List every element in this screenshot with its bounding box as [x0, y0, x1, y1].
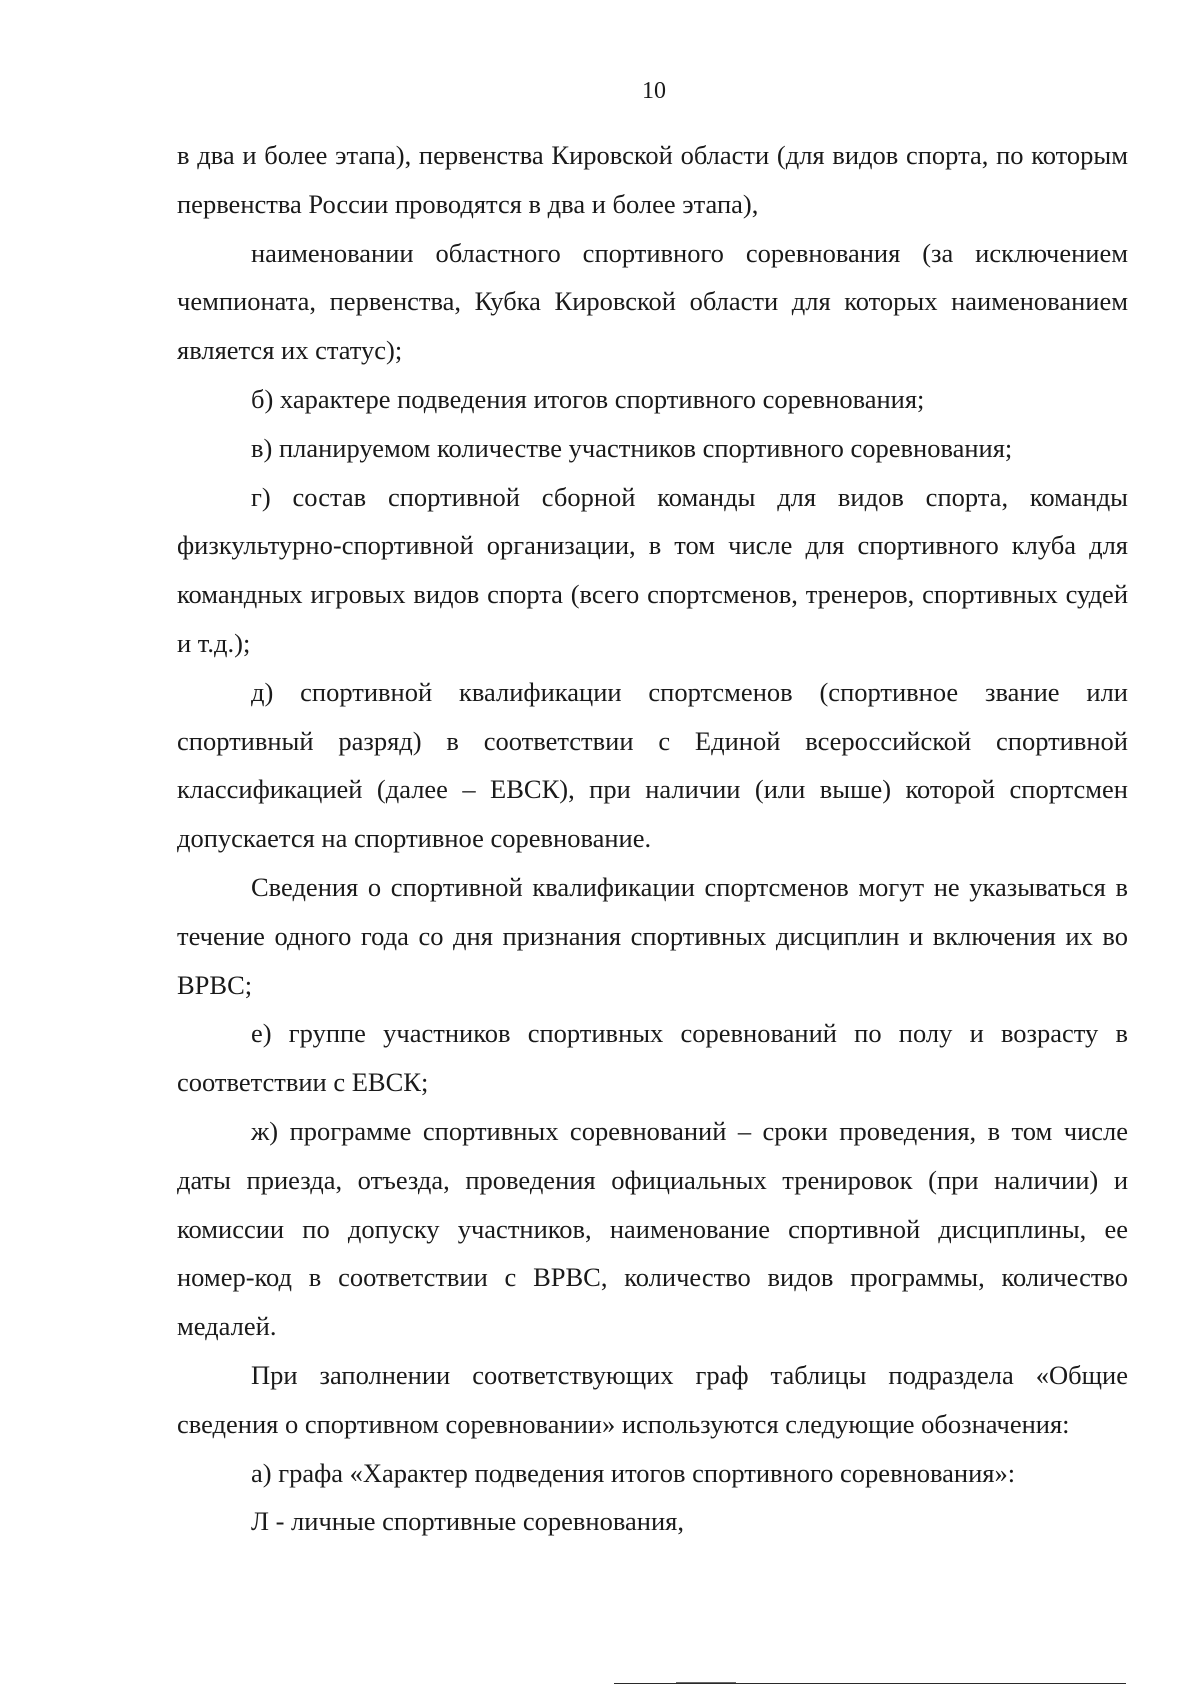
footer-rule-mark [676, 1682, 736, 1683]
paragraph-item-v: в) планируемом количестве участников спортивного соревнования; [251, 432, 1013, 463]
paragraph-item-b: б) характере подведения итогов спортивного соревнования; [251, 383, 925, 414]
paragraph-competition-name: наименовании областного спортивного соревнования (за исключением чемпионата, первенства, Кубка Кировской области для которых наименованием является их статус); [177, 237, 1128, 366]
paragraph-item-e: е) группе участников спортивных соревнований по полу и возрасту в соответствии с ЕВСК; [177, 1018, 1128, 1098]
paragraph-item-g: г) состав спортивной сборной команды для видов спорта, команды физкультурно-спортивной организации, в том числе для спортивного клуба для командных игровых видов спорта (всего спортсменов, тренеров, спортивных судей и т.д.); [177, 481, 1128, 658]
page-number: 10 [642, 78, 666, 104]
paragraph-qualification-note: Сведения о спортивной квалификации спортсменов могут не указываться в течение одного года со дня признания спортивных дисциплин и включения их во ВРВС; [177, 871, 1128, 1000]
paragraph-item-zh: ж) программе спортивных соревнований – сроки проведения, в том числе даты приезда, отъезда, проведения официальных тренировок (при наличии) и комиссии по допуску участников, наименование спортивной дисциплины, ее номер-код в соответствии с ВРВС, количество видов программы, количество медалей. [177, 1115, 1128, 1342]
paragraph-designations-intro: При заполнении соответствующих граф таблицы подраздела «Общие сведения о спортивном соревновании» используются следующие обозначения: [177, 1359, 1128, 1439]
footer-rule [614, 1683, 1126, 1684]
paragraph-item-a-column: а) графа «Характер подведения итогов спортивного соревнования»: [251, 1457, 1016, 1488]
body-text [177, 131, 1128, 1546]
paragraph-item-d: д) спортивной квалификации спортсменов (спортивное звание или спортивный разряд) в соответствии с Единой всероссийской спортивной классификацией (далее – ЕВСК), при наличии (или выше) которой спортсмен допускается на спортивное соревнование. [177, 676, 1128, 854]
paragraph-designation-l: Л - личные спортивные соревнования, [251, 1506, 684, 1537]
paragraph-continuation: в два и более этапа), первенства Кировской области (для видов спорта, по которым первенства России проводятся в два и более этапа), [177, 140, 1128, 219]
